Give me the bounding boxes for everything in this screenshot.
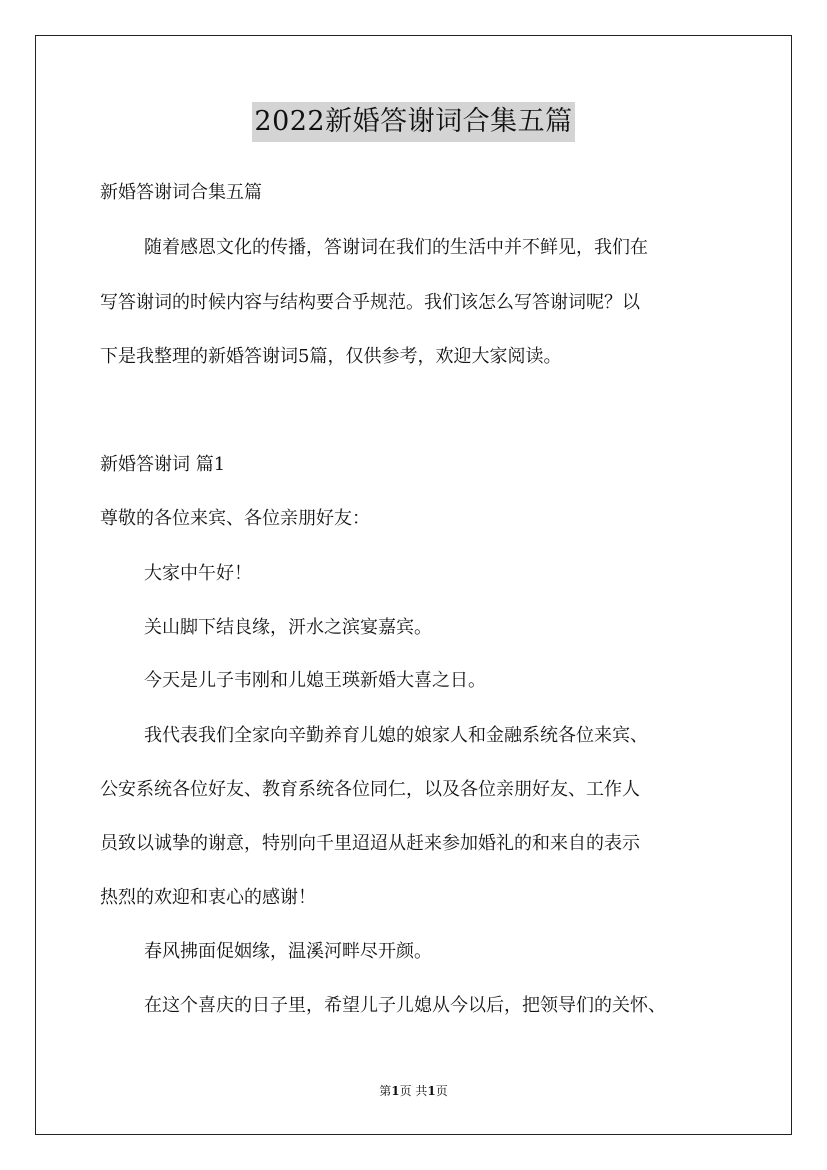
paragraph-3-line-1: 我代表我们全家向辛勤养育儿媳的娘家人和金融系统各位来宾、 <box>144 725 648 746</box>
paragraph-2: 今天是儿子韦刚和儿媳王瑛新婚大喜之日。 <box>144 670 486 691</box>
page-footer <box>0 1083 827 1099</box>
paragraph-3-line-4: 热烈的欢迎和衷心的感谢！ <box>100 887 316 908</box>
paragraph-4: 春风拂面促姻缘，温溪河畔尽开颜。 <box>144 941 432 962</box>
page-suffix: 页 <box>399 1084 412 1098</box>
page-number: 1 <box>391 1084 400 1098</box>
paragraph-1: 关山脚下结良缘，汧水之滨宴嘉宾。 <box>144 617 432 638</box>
section-heading: 新婚答谢词 篇1 <box>100 454 226 475</box>
title-area <box>0 102 827 142</box>
page-prefix: 第 <box>379 1084 392 1098</box>
document-subtitle: 新婚答谢词合集五篇 <box>100 182 262 203</box>
intro-line-2: 写答谢词的时候内容与结构要合乎规范。我们该怎么写答谢词呢？以 <box>100 292 640 313</box>
document-title: 2022新婚答谢词合集五篇 <box>252 102 574 142</box>
total-pages: 1 <box>427 1084 436 1098</box>
salutation: 尊敬的各位来宾、各位亲朋好友： <box>100 508 370 529</box>
paragraph-3-line-2: 公安系统各位好友、教育系统各位同仁，以及各位亲朋好友、工作人 <box>100 779 640 800</box>
paragraph-3-line-3: 员致以诚挚的谢意，特别向千里迢迢从赶来参加婚礼的和来自的表示 <box>100 833 640 854</box>
paragraph-5: 在这个喜庆的日子里，希望儿子儿媳从今以后，把领导们的关怀、 <box>144 995 666 1016</box>
intro-line-1: 随着感恩文化的传播，答谢词在我们的生活中并不鲜见，我们在 <box>144 237 648 258</box>
total-suffix: 页 <box>435 1084 448 1098</box>
greeting: 大家中午好！ <box>144 563 252 584</box>
total-prefix: 共 <box>415 1084 428 1098</box>
intro-line-3: 下是我整理的新婚答谢词5篇，仅供参考，欢迎大家阅读。 <box>100 346 562 367</box>
